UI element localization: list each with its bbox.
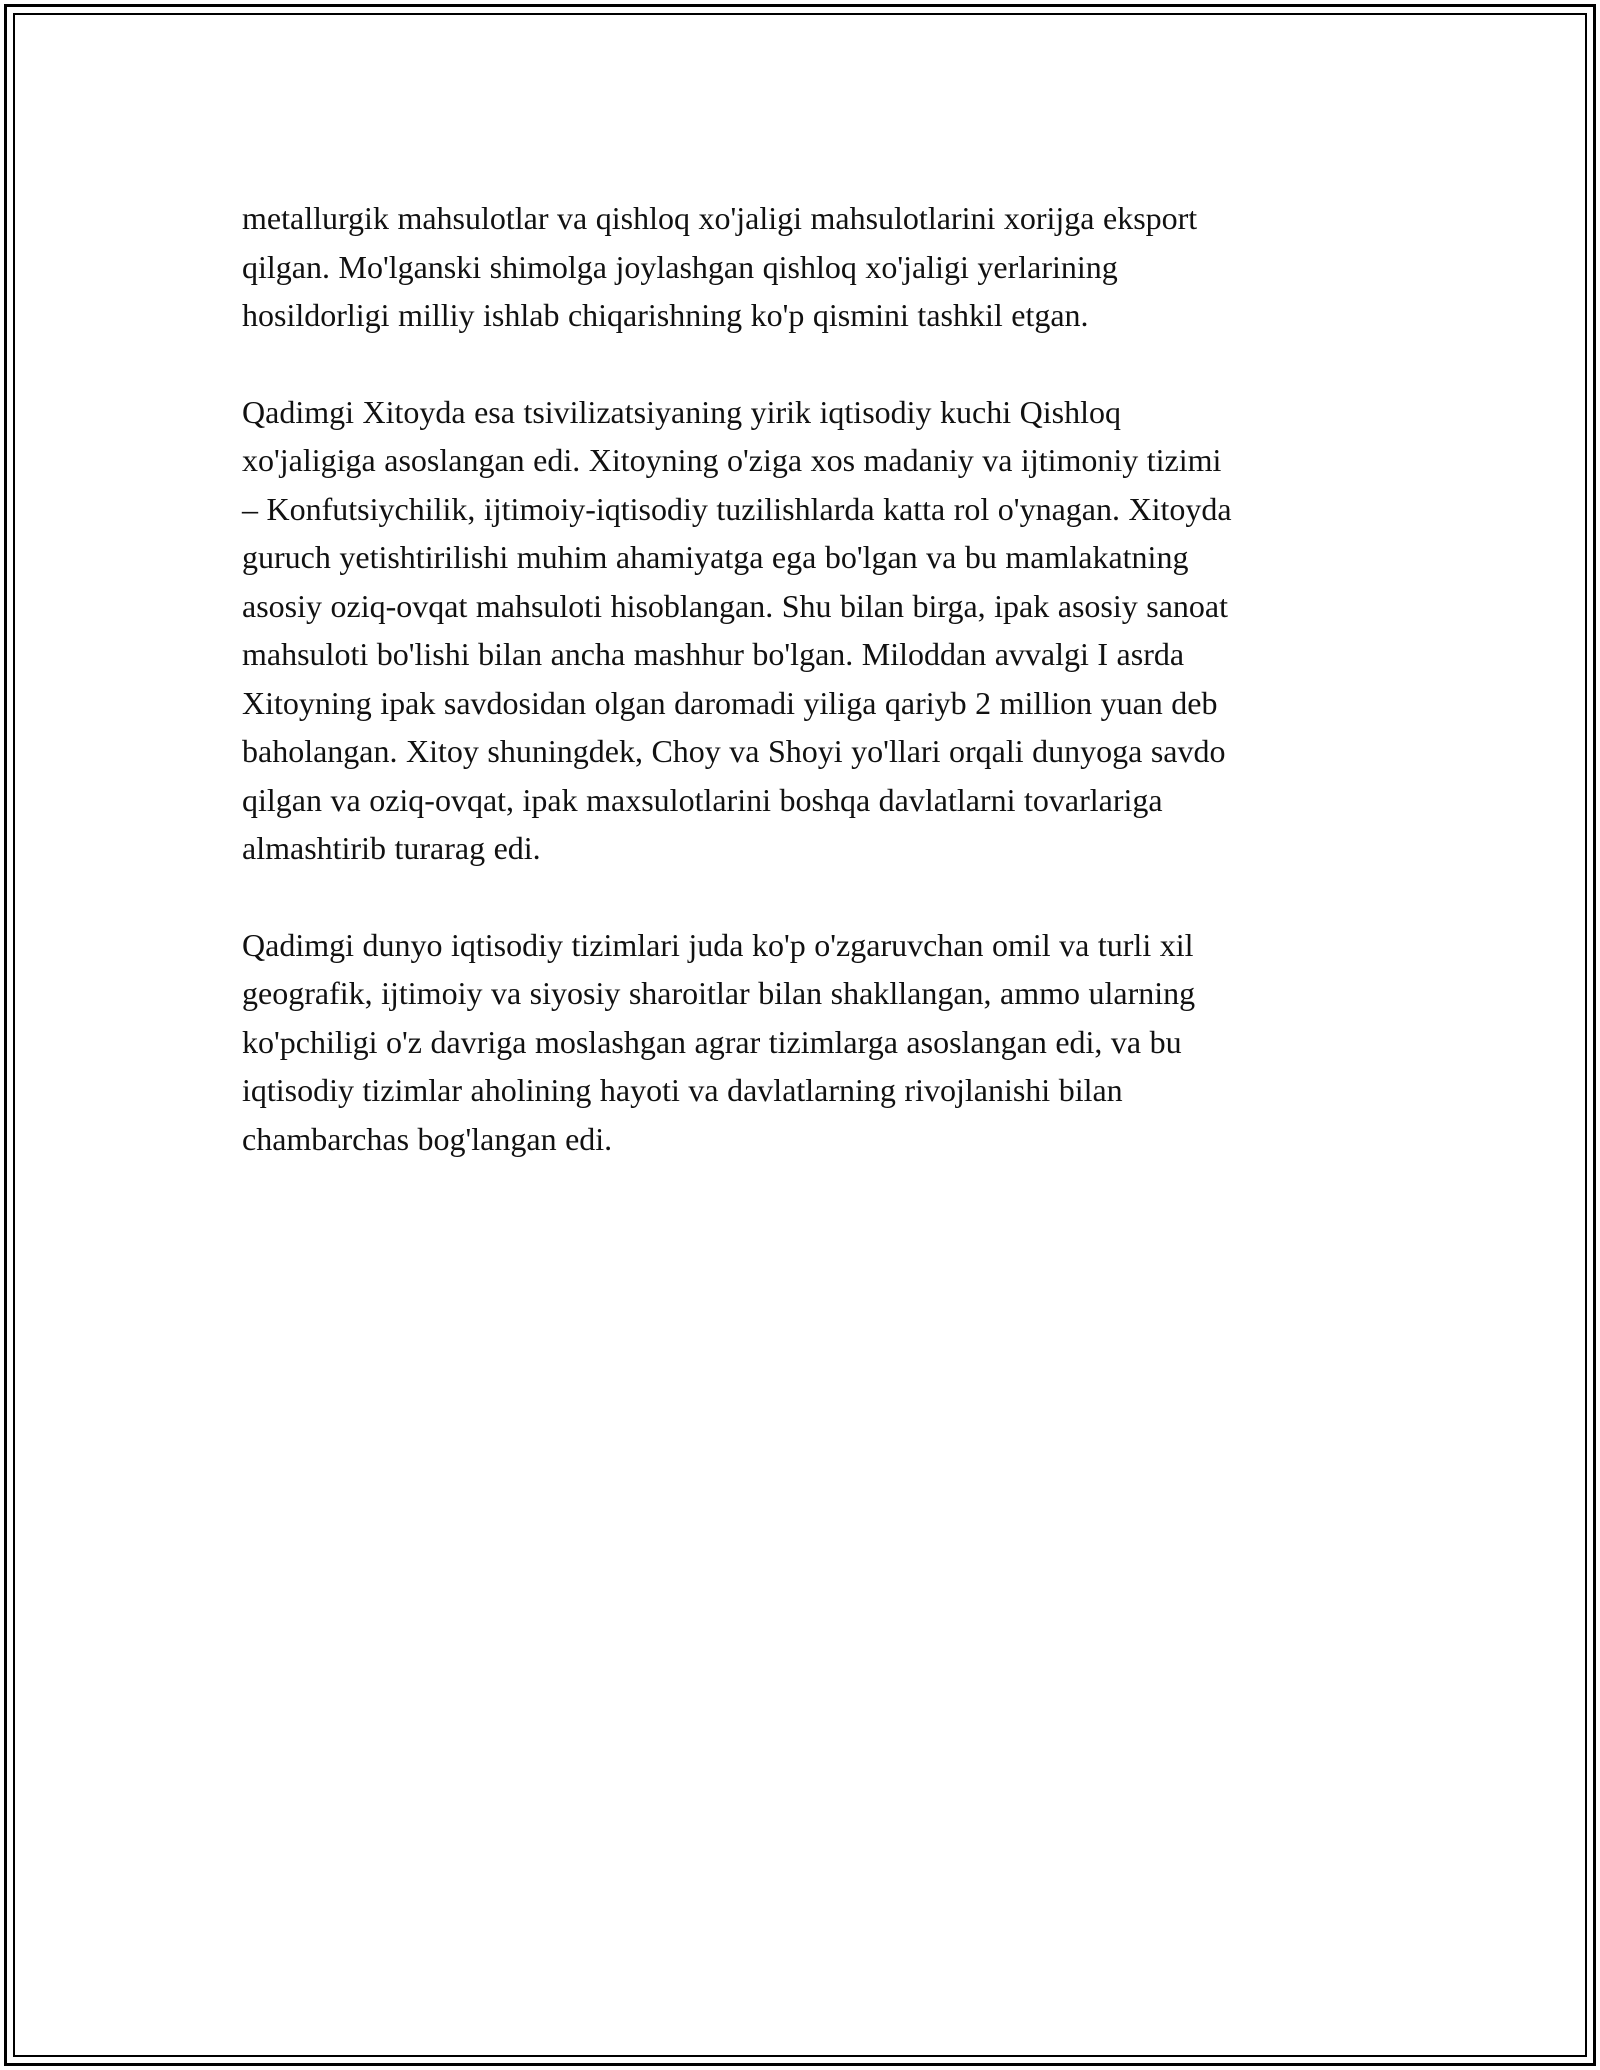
text-line: iqtisodiy tizimlar aholining hayoti va davlatlarning rivojlanishi bilan (242, 1072, 1123, 1108)
paragraph-1 (242, 194, 1382, 340)
text-line: hosildorligi milliy ishlab chiqarishning ko'p qismini tashkil etgan. (242, 297, 1089, 333)
text-line: geografik, ijtimoiy va siyosiy sharoitlar bilan shakllangan, ammo ularning (242, 975, 1196, 1011)
text-line: Xitoyning ipak savdosidan olgan daromadi yiliga qariyb 2 million yuan deb (242, 684, 1218, 721)
page-frame (4, 4, 1596, 2066)
text-line: metallurgik mahsulotlar va qishloq xo'jaligi mahsulotlarini xorijga eksport (242, 200, 1198, 236)
text-line: – Konfutsiychilik, ijtimoiy-iqtisodiy tuzilishlarda katta rol o'ynagan. Xitoyda (242, 490, 1232, 527)
text-line: xo'jaligiga asoslangan edi. Xitoyning o'ziga xos madaniy va ijtimoniy tizimi (242, 442, 1222, 478)
text-line: ko'pchiligi o'z davriga moslashgan agrar tizimlarga asoslangan edi, va bu (242, 1023, 1182, 1060)
text-line: mahsuloti bo'lishi bilan ancha mashhur bo'lgan. Miloddan avvalgi I asrda (242, 636, 1185, 672)
text-line: qilgan va oziq-ovqat, ipak maxsulotlarini boshqa davlatlarni tovarlariga (242, 781, 1163, 818)
text-line: asosiy oziq-ovqat mahsuloti hisoblangan. Shu bilan birga, ipak asosiy sanoat (242, 587, 1228, 624)
paragraph-2 (242, 388, 1382, 873)
text-line: baholangan. Xitoy shuningdek, Choy va Shoyi yo'llari orqali dunyoga savdo (242, 733, 1226, 769)
text-line: chambarchas bog'langan edi. (242, 1120, 613, 1157)
text-line: Qadimgi Xitoyda esa tsivilizatsiyaning yirik iqtisodiy kuchi Qishloq (242, 393, 1121, 430)
text-line: qilgan. Mo'lganski shimolga joylashgan qishloq xo'jaligi yerlarining (242, 248, 1118, 285)
text-line: almashtirib turarag edi. (242, 830, 541, 866)
text-line: guruch yetishtirilishi muhim ahamiyatga ega bo'lgan va bu mamlakatning (242, 539, 1189, 575)
paragraph-3 (242, 921, 1382, 1164)
document-body (242, 194, 1382, 1211)
text-line: Qadimgi dunyo iqtisodiy tizimlari juda ko'p o'zgaruvchan omil va turli xil (242, 926, 1194, 963)
